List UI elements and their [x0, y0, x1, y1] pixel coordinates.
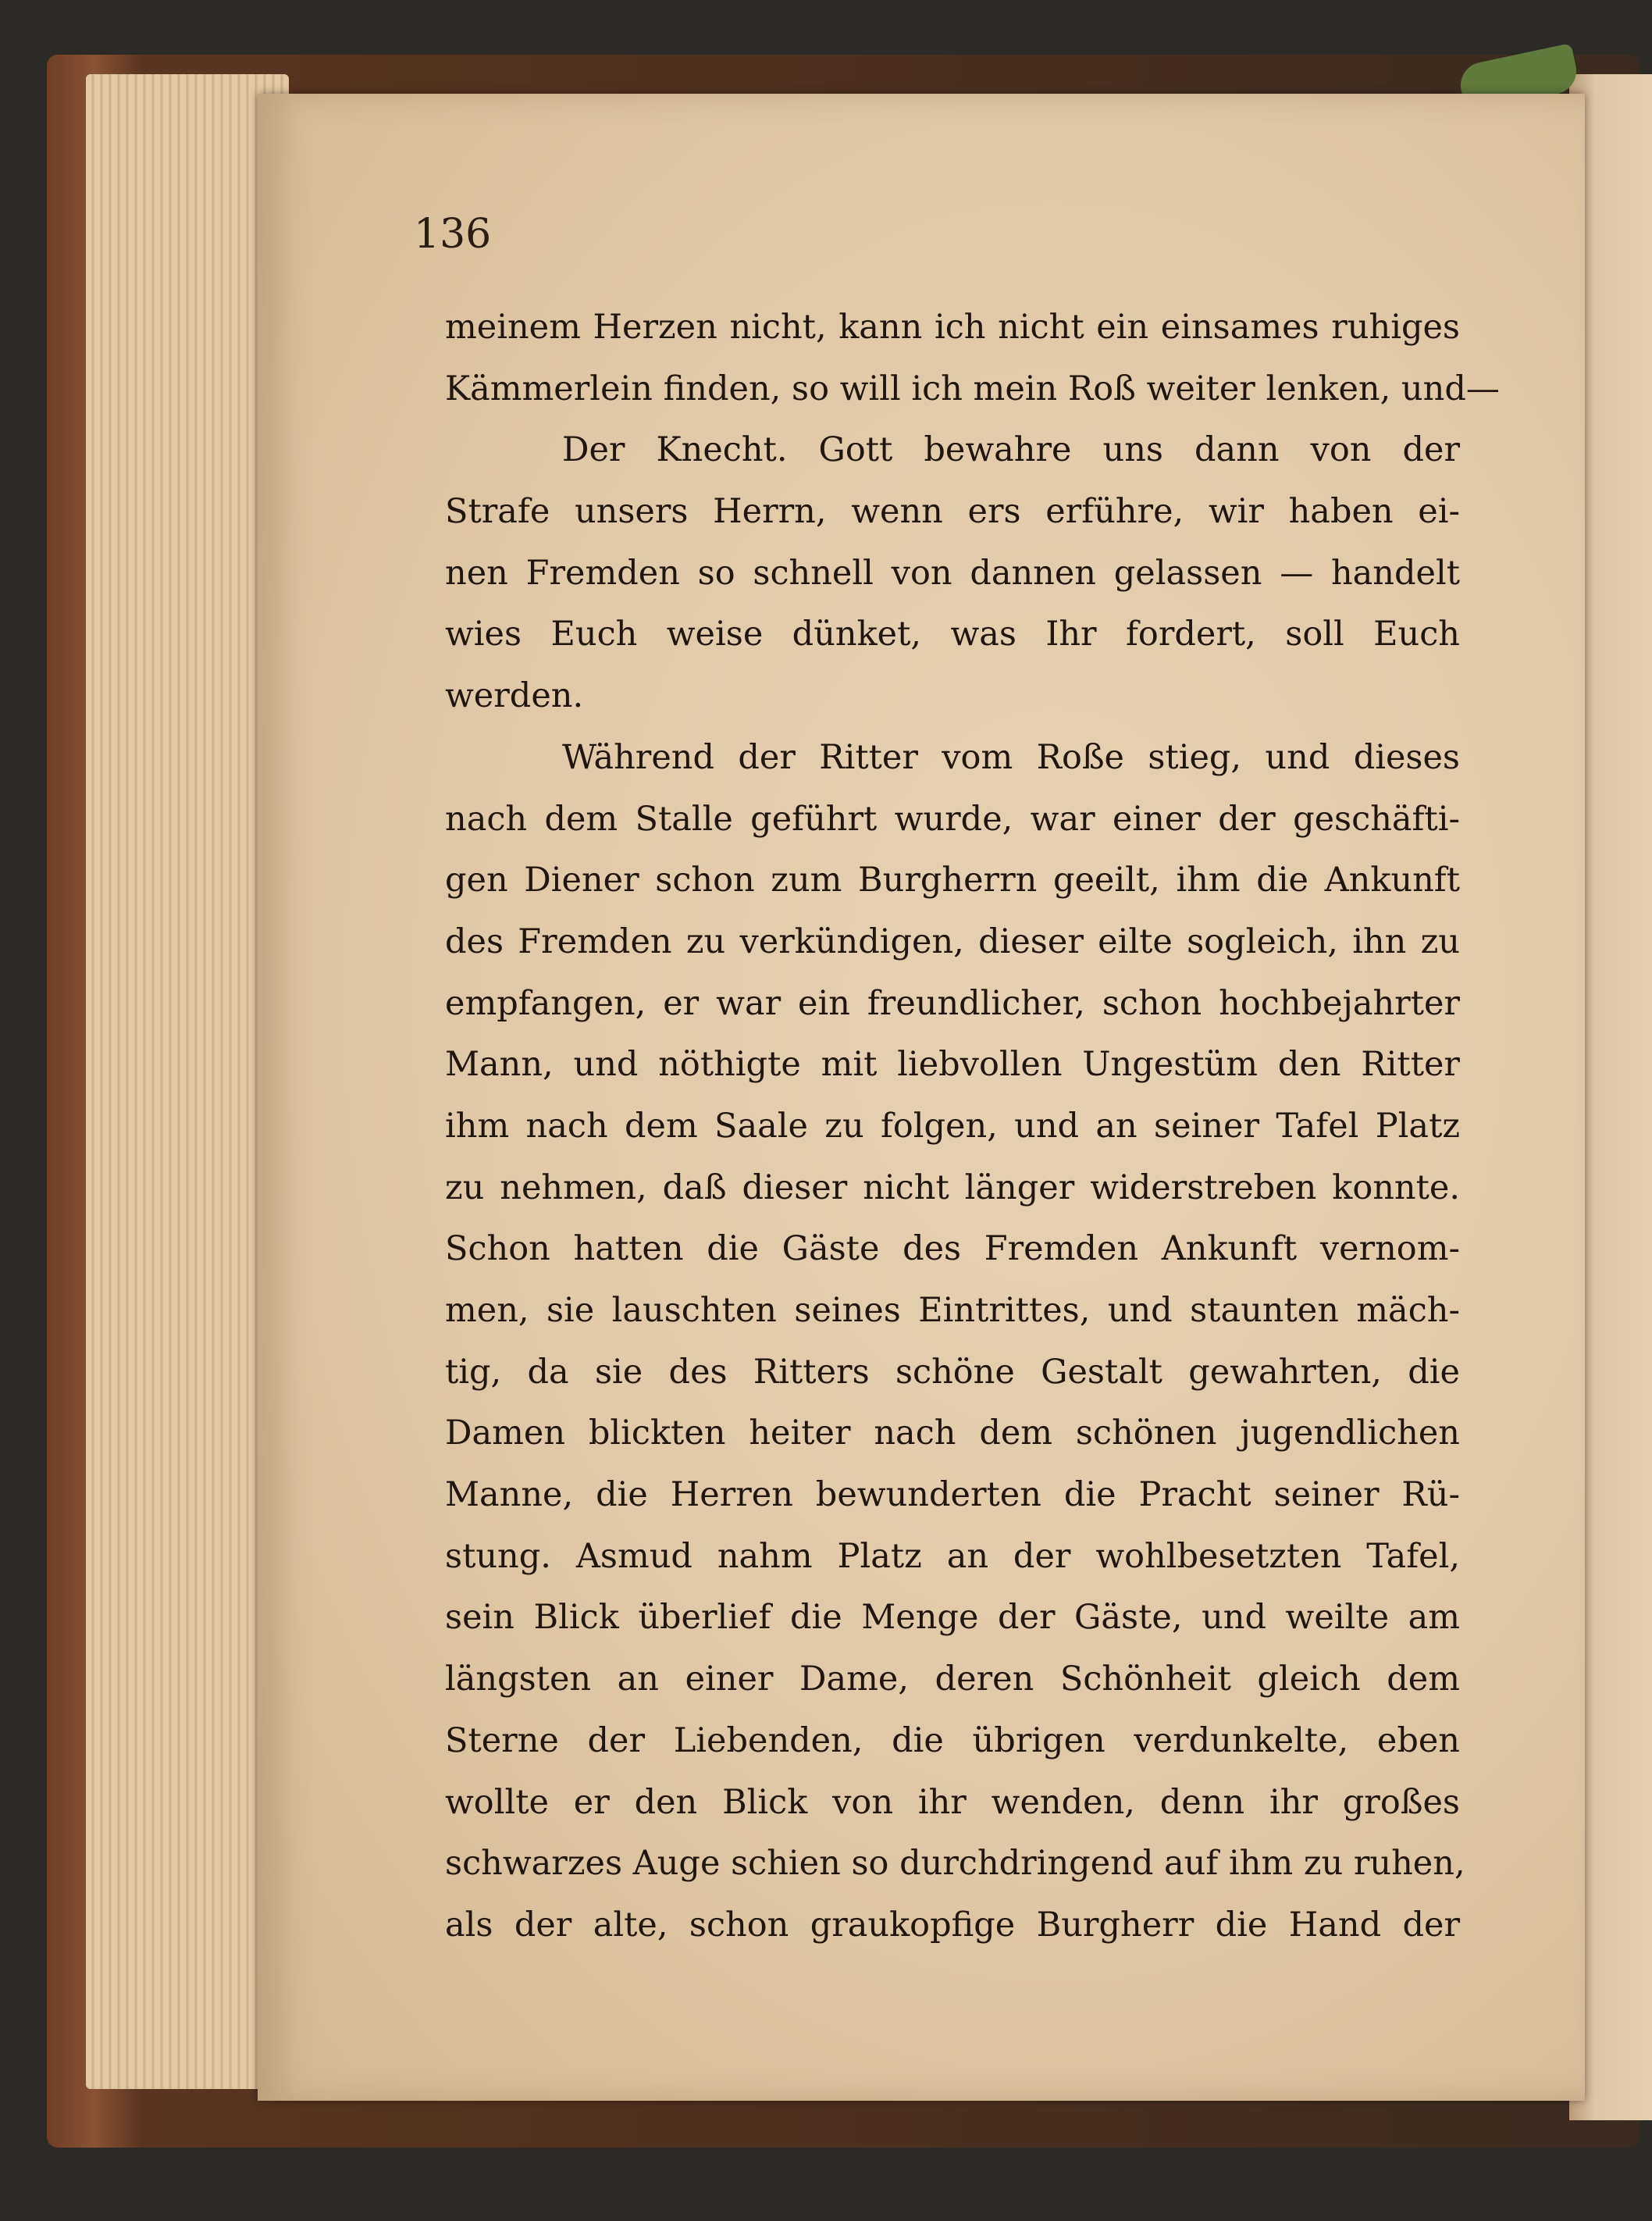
text-line: Schon hatten die Gäste des Fremden Ankunft vernom-	[445, 1229, 1460, 1269]
text-line: schwarzes Auge schien so durchdringend auf ihm zu ruhen,	[445, 1844, 1465, 1884]
text-line: sein Blick überlief die Menge der Gäste, und weilte am	[445, 1598, 1460, 1638]
text-line: Mann, und nöthigte mit liebvollen Ungestüm den Ritter	[445, 1045, 1460, 1085]
text-line: meinem Herzen nicht, kann ich nicht ein einsames ruhiges	[445, 308, 1460, 347]
text-line: Manne, die Herren bewunderten die Pracht seiner Rü-	[445, 1475, 1460, 1515]
page-text	[445, 297, 1500, 1956]
text-line: empfangen, er war ein freundlicher, schon hochbejahrter	[445, 983, 1460, 1023]
text-line: tig, da sie des Ritters schöne Gestalt gewahrten, die	[445, 1352, 1460, 1392]
text-line: des Fremden zu verkündigen, dieser eilte sogleich, ihn zu	[445, 922, 1460, 961]
text-line: wollte er den Blick von ihr wenden, denn ihr großes	[445, 1782, 1460, 1822]
text-line: ihm nach dem Saale zu folgen, und an seiner Tafel Platz	[445, 1106, 1460, 1146]
text-line: Während der Ritter vom Roße stieg, und dieses	[562, 737, 1460, 777]
text-line: stung. Asmud nahm Platz an der wohlbesetzten Tafel,	[445, 1536, 1460, 1576]
page-number: 136	[414, 211, 492, 258]
text-line: Sterne der Liebenden, die übrigen verdunkelte, eben	[445, 1720, 1460, 1760]
text-line: werden.	[445, 676, 584, 716]
text-line: men, sie lauschten seines Eintrittes, und staunten mäch-	[445, 1291, 1460, 1330]
text-line: Damen blickten heiter nach dem schönen jugendlichen	[445, 1414, 1460, 1453]
text-line: nen Fremden so schnell von dannen gelassen — handelt	[445, 553, 1460, 593]
text-line: wies Euch weise dünket, was Ihr fordert, soll Euch	[445, 615, 1460, 654]
text-line: Der Knecht. Gott bewahre uns dann von der	[562, 430, 1460, 470]
text-line: Strafe unsers Herrn, wenn ers erführe, wir haben ei-	[445, 492, 1460, 532]
book-page	[258, 94, 1585, 2101]
text-line: nach dem Stalle geführt wurde, war einer der geschäfti-	[445, 799, 1460, 839]
text-line: als der alte, schon graukopfige Burgherr die Hand der	[445, 1905, 1460, 1945]
text-line: zu nehmen, daß dieser nicht länger widerstreben konnte.	[445, 1168, 1460, 1207]
text-line: längsten an einer Dame, deren Schönheit gleich dem	[445, 1660, 1460, 1699]
text-line: gen Diener schon zum Burgherrn geeilt, ihm die Ankunft	[445, 861, 1460, 900]
text-line: Kämmerlein finden, so will ich mein Roß weiter lenken, und—	[445, 369, 1500, 408]
